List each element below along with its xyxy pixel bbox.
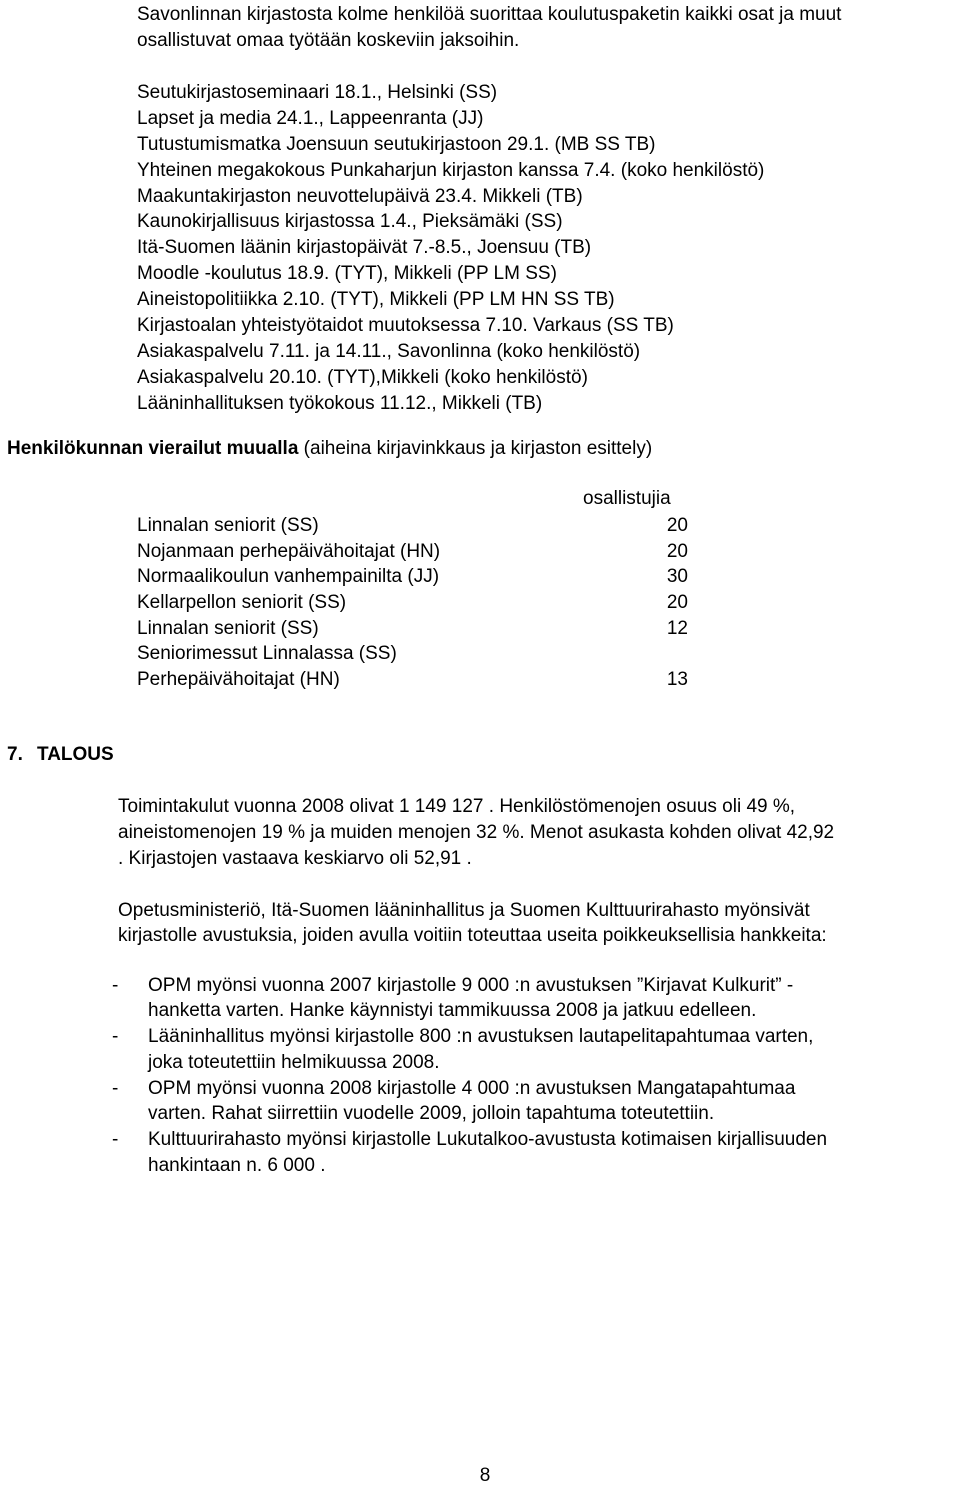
event-line: Tutustumismatka Joensuun seutukirjastoon 29.1. (MB SS TB) xyxy=(137,134,656,155)
finance-line: Toimintakulut vuonna 2008 olivat 1 149 127 . Henkilöstömenojen osuus oli 49 %, xyxy=(118,796,796,817)
visits-column-header: osallistujia xyxy=(583,488,671,509)
visit-name: Linnalan seniorit (SS) xyxy=(137,618,319,639)
section-number: 7. xyxy=(7,744,23,765)
event-line: Lääninhallituksen työkokous 11.12., Mikkeli (TB) xyxy=(137,393,543,414)
event-line: Itä-Suomen läänin kirjastopäivät 7.-8.5., Joensuu (TB) xyxy=(137,237,592,258)
bullet-line: varten. Rahat siirrettiin vuodelle 2009, jolloin tapahtuma toteutettiin. xyxy=(148,1103,715,1124)
event-line: Lapset ja media 24.1., Lappeenranta (JJ) xyxy=(137,108,484,129)
visits-heading-rest: (aiheina kirjavinkkaus ja kirjaston esittely) xyxy=(298,438,653,459)
visit-name: Kellarpellon seniorit (SS) xyxy=(137,592,347,613)
section-heading xyxy=(7,743,114,767)
grants-line: Opetusministeriö, Itä-Suomen lääninhallitus ja Suomen Kulttuurirahasto myönsivät xyxy=(118,900,810,921)
section-title: TALOUS xyxy=(37,744,114,765)
event-line: Maakuntakirjaston neuvottelupäivä 23.4. Mikkeli (TB) xyxy=(137,186,583,207)
bullet-dash: - xyxy=(112,1078,119,1099)
visit-count: 20 xyxy=(666,515,688,536)
visit-count: 30 xyxy=(666,566,688,587)
event-line: Kirjastoalan yhteistyötaidot muutoksessa 7.10. Varkaus (SS TB) xyxy=(137,315,674,336)
bullet-line: joka toteutettiin helmikuussa 2008. xyxy=(148,1052,440,1073)
intro-line: Savonlinnan kirjastosta kolme henkilöä suorittaa koulutuspaketin kaikki osat ja muut xyxy=(137,4,842,25)
event-line: Aineistopolitiikka 2.10. (TYT), Mikkeli (PP LM HN SS TB) xyxy=(137,289,615,310)
bullet-dash: - xyxy=(112,1026,119,1047)
event-line: Kaunokirjallisuus kirjastossa 1.4., Pieksämäki (SS) xyxy=(137,211,563,232)
bullet-line: Lääninhallitus myönsi kirjastolle 800 :n avustuksen lautapelitapahtumaa varten, xyxy=(148,1026,814,1047)
event-line: Asiakaspalvelu 7.11. ja 14.11., Savonlinna (koko henkilöstö) xyxy=(137,341,641,362)
bullet-dash: - xyxy=(112,975,119,996)
visit-count: 13 xyxy=(666,669,688,690)
bullet-line: Kulttuurirahasto myönsi kirjastolle Lukutalkoo-avustusta kotimaisen kirjallisuuden xyxy=(148,1129,828,1150)
page-number: 8 xyxy=(479,1465,491,1486)
finance-line: . Kirjastojen vastaava keskiarvo oli 52,91 . xyxy=(118,848,472,869)
event-line: Moodle -koulutus 18.9. (TYT), Mikkeli (PP LM SS) xyxy=(137,263,557,284)
bullet-line: hankintaan n. 6 000 . xyxy=(148,1155,326,1176)
finance-line: aineistomenojen 19 % ja muiden menojen 32 %. Menot asukasta kohden olivat 42,92 xyxy=(118,822,835,843)
visit-count: 20 xyxy=(666,592,688,613)
intro-line: osallistuvat omaa työtään koskeviin jaksoihin. xyxy=(137,30,520,51)
visit-name: Normaalikoulun vanhempainilta (JJ) xyxy=(137,566,440,587)
visits-heading xyxy=(7,437,652,461)
bullet-line: hanketta varten. Hanke käynnistyi tammikuussa 2008 ja jatkuu edelleen. xyxy=(148,1000,757,1021)
visits-heading-bold: Henkilökunnan vierailut muualla xyxy=(7,438,299,459)
bullet-line: OPM myönsi vuonna 2007 kirjastolle 9 000 :n avustuksen ”Kirjavat Kulkurit” - xyxy=(148,975,794,996)
event-line: Yhteinen megakokous Punkaharjun kirjaston kanssa 7.4. (koko henkilöstö) xyxy=(137,160,765,181)
visit-name: Perhepäivähoitajat (HN) xyxy=(137,669,340,690)
visit-count: 20 xyxy=(666,541,688,562)
visit-name: Seniorimessut Linnalassa (SS) xyxy=(137,643,397,664)
event-line: Asiakaspalvelu 20.10. (TYT),Mikkeli (koko henkilöstö) xyxy=(137,367,588,388)
grants-line: kirjastolle avustuksia, joiden avulla voitiin toteuttaa useita poikkeuksellisia hankkeita: xyxy=(118,925,827,946)
visit-name: Nojanmaan perhepäivähoitajat (HN) xyxy=(137,541,441,562)
visit-name: Linnalan seniorit (SS) xyxy=(137,515,319,536)
visit-count: 12 xyxy=(666,618,688,639)
event-line: Seutukirjastoseminaari 18.1., Helsinki (SS) xyxy=(137,82,498,103)
bullet-dash: - xyxy=(112,1129,119,1150)
bullet-line: OPM myönsi vuonna 2008 kirjastolle 4 000 :n avustuksen Mangatapahtumaa xyxy=(148,1078,796,1099)
